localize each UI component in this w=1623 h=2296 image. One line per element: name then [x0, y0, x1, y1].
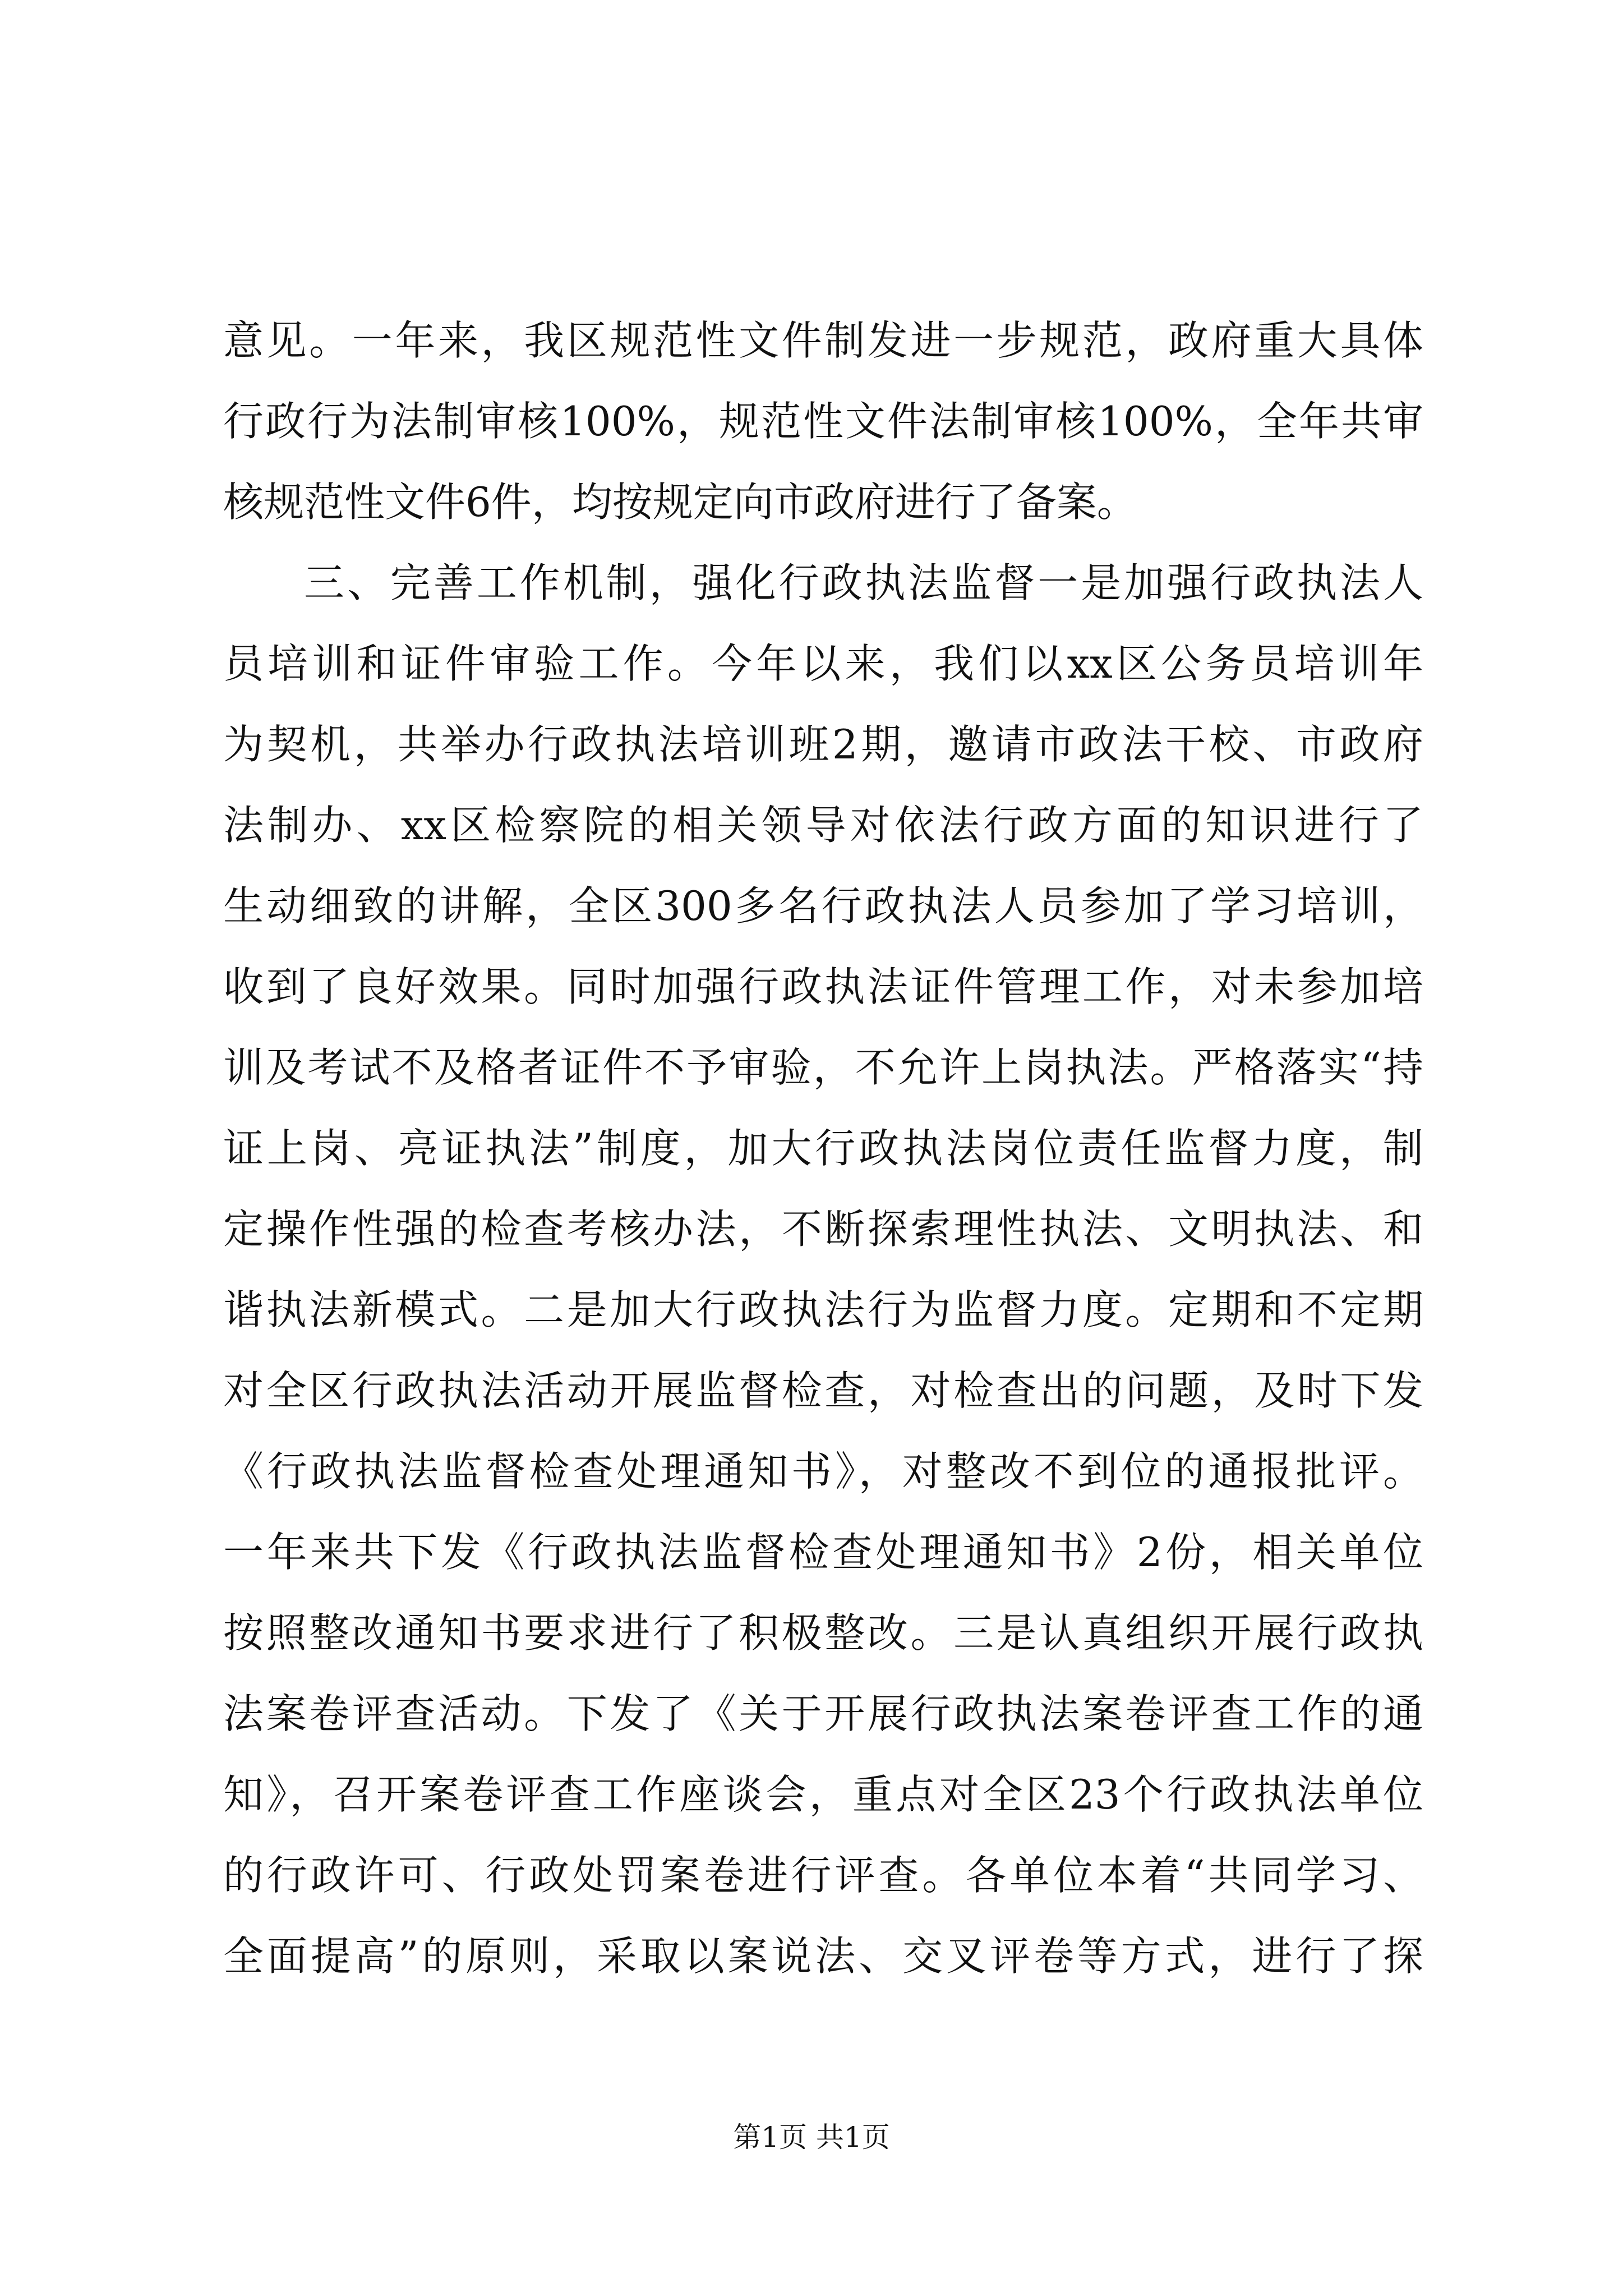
text-line: 法案卷评查活动。下发了《关于开展行政执法案卷评查工作的通	[223, 1690, 1423, 1737]
text-line: 训及考试不及格者证件不予审验，不允许上岗执法。严格落实“持	[223, 1044, 1423, 1091]
text-line: 《行政执法监督检查处理通知书》，对整改不到位的通报批评。	[223, 1448, 1423, 1495]
text-line: 为契机，共举办行政执法培训班2期，邀请市政法干校、市政府	[223, 721, 1423, 768]
text-line: 的行政许可、行政处罚案卷进行评查。各单位本着“共同学习、	[223, 1852, 1423, 1899]
text-line: 知》，召开案卷评查工作座谈会，重点对全区23个行政执法单位	[223, 1771, 1423, 1818]
text-line: 对全区行政执法活动开展监督检查，对检查出的问题，及时下发	[223, 1367, 1423, 1414]
text-line: 生动细致的讲解，全区300多名行政执法人员参加了学习培训，	[223, 882, 1423, 930]
text-line: 按照整改通知书要求进行了积极整改。三是认真组织开展行政执	[223, 1609, 1423, 1657]
body-text	[223, 300, 1423, 1996]
text-line: 全面提高”的原则，采取以案说法、交叉评卷等方式，进行了探	[223, 1932, 1423, 1980]
text-line: 核规范性文件6件，均按规定向市政府进行了备案。	[223, 478, 1137, 526]
text-line: 一年来共下发《行政执法监督检查处理通知书》2份，相关单位	[223, 1529, 1423, 1576]
section-heading-line: 三、完善工作机制，强化行政执法监督一是加强行政执法人	[304, 559, 1423, 606]
text-line: 谐执法新模式。二是加大行政执法行为监督力度。定期和不定期	[223, 1286, 1423, 1333]
text-line: 行政行为法制审核100%，规范性文件法制审核100%，全年共审	[223, 398, 1423, 445]
page-footer: 第1页 共1页	[733, 2121, 890, 2154]
text-line: 收到了良好效果。同时加强行政执法证件管理工作，对未参加培	[223, 963, 1423, 1010]
text-line: 法制办、xx区检察院的相关领导对依法行政方面的知识进行了	[223, 802, 1423, 849]
text-line: 证上岗、亮证执法”制度，加大行政执法岗位责任监督力度，制	[223, 1125, 1423, 1172]
text-line: 员培训和证件审验工作。今年以来，我们以xx区公务员培训年	[223, 640, 1423, 687]
text-line: 意见。一年来，我区规范性文件制发进一步规范，政府重大具体	[223, 317, 1423, 364]
text-line: 定操作性强的检查考核办法，不断探索理性执法、文明执法、和	[223, 1205, 1423, 1253]
